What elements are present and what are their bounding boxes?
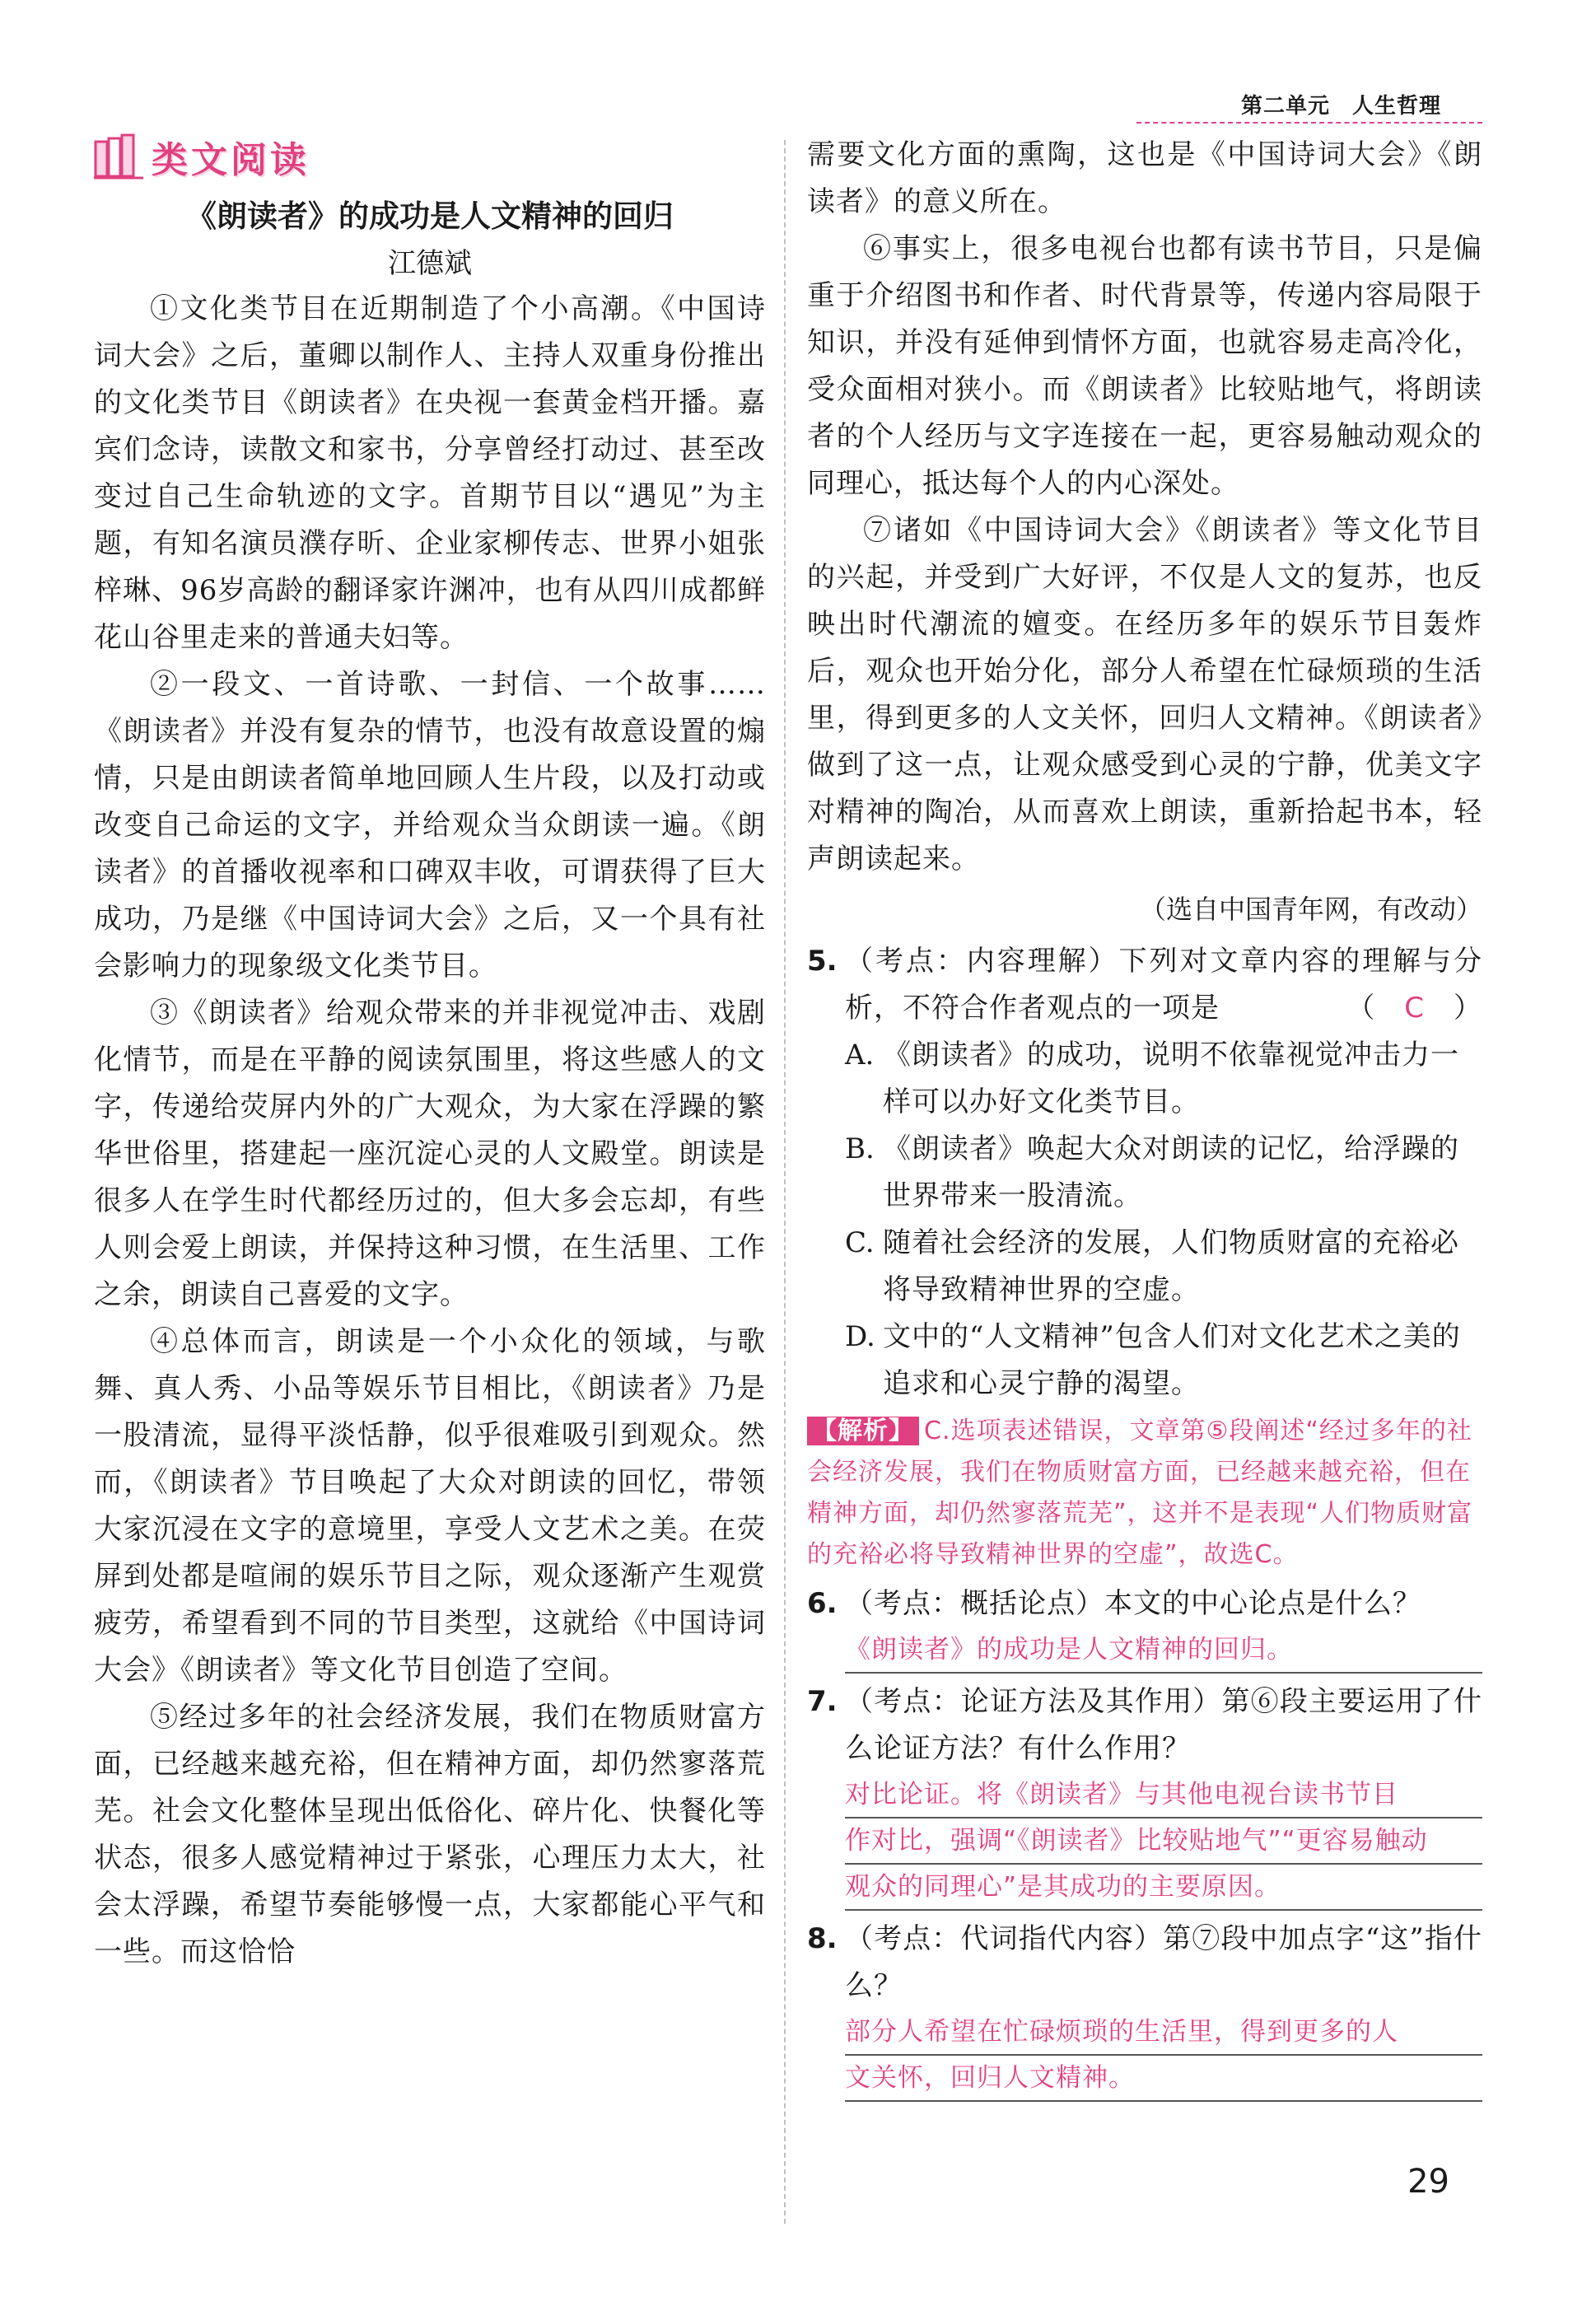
section-title: 类文阅读 [152, 139, 310, 181]
page-number: 29 [1407, 2163, 1449, 2201]
question-number: 7. [807, 1685, 838, 1718]
question-text: （考点：论证方法及其作用）第⑥段主要运用了什么论证方法？有什么作用？ [845, 1685, 1482, 1765]
question-text: （考点：代词指代内容）第⑦段中加点字“这”指什么？ [845, 1922, 1482, 2002]
question-5 [807, 938, 1482, 1576]
section-banner [94, 132, 766, 181]
analysis-text: C.选项表述错误，文章第⑤段阐述“经过多年的社会经济发展，我们在物质财富方面，已经越来越充裕，但在精神方面，却仍然寥落荒芜”，这并不是表现“人们物质财富的充裕必将导致精神世界的空虚”，故选C。 [807, 1417, 1473, 1569]
paragraph-4: ④总体而言，朗读是一个小众化的领域，与歌舞、真人秀、小品等娱乐节目相比，《朗读者》乃是一股清流，显得平淡恬静，似乎很难吸引到观众。然而，《朗读者》节目唤起了大众对朗读的回忆，带领大家沉浸在文字的意境里，享受人文艺术之美。在荧屏到处都是喧闹的娱乐节目之际，观众逐渐产生观赏疲劳，希望看到不同的节目类型，这就给《中国诗词大会》《朗读者》等文化节目创造了空间。 [94, 1325, 766, 1687]
question-number: 6. [807, 1587, 838, 1620]
question-7 [807, 1678, 1482, 1911]
answer-block [807, 1627, 1482, 1674]
option-b: B. 《朗读者》唤起大众对朗读的记忆，给浮躁的世界带来一股清流。 [845, 1132, 1459, 1212]
answer-choice: C [1404, 992, 1425, 1025]
question-number: 8. [807, 1922, 838, 1955]
paragraph-6: ⑥事实上，很多电视台也都有读书节目，只是偏重于介绍图书和作者、时代背景等，传递内容局限于知识，并没有延伸到情怀方面，也就容易走高冷化，受众面相对狭小。而《朗读者》比较贴地气，将朗读者的个人经历与文字连接在一起，更容易触动观众的同理心，抵达每个人的内心深处。 [807, 232, 1482, 500]
answer-line: 作对比，强调“《朗读者》比较贴地气”“更容易触动 [845, 1818, 1482, 1865]
question-6 [807, 1580, 1482, 1674]
answer-line: 文关怀，回归人文精神。 [845, 2056, 1482, 2102]
answer-line: 《朗读者》的成功是人文精神的回归。 [845, 1627, 1482, 1674]
analysis [807, 1411, 1482, 1576]
column-divider [784, 140, 786, 2224]
answer-block [807, 2010, 1482, 2102]
answer-bracket: （ C ） [1346, 992, 1482, 1025]
left-column [94, 132, 766, 1976]
right-column [807, 132, 1482, 2102]
paragraph-5: ⑤经过多年的社会经济发展，我们在物质财富方面，已经越来越充裕，但在精神方面，却仍然寥落荒芜。社会文化整体呈现出低俗化、碎片化、快餐化等状态，很多人感觉精神过于紧张，心理压力太大，社会太浮躁，希望节奏能够慢一点，大家都能心平气和一些。而这恰恰 [94, 1701, 766, 1968]
paragraph-5-continuation: 需要文化方面的熏陶，这也是《中国诗词大会》《朗读者》的意义所在。 [807, 138, 1482, 218]
article-author: 江德斌 [388, 247, 472, 280]
question-number: 5. [807, 945, 838, 978]
answer-line: 部分人希望在忙碌烦琐的生活里，得到更多的人 [845, 2010, 1482, 2056]
paragraph-7: ⑦诸如《中国诗词大会》《朗读者》等文化节目的兴起，并受到广大好评，不仅是人文的复苏，也反映出时代潮流的嬗变。在经历多年的娱乐节目轰炸后，观众也开始分化，部分人希望在忙碌烦琐的生活里，得到更多的人文关怀，回归人文精神。《朗读者》做到了这一点，让观众感受到心灵的宁静，优美文字对精神的陶冶，从而喜欢上朗读，重新拾起书本，轻声朗读起来。 [807, 514, 1482, 875]
answer-line: 对比论证。将《朗读者》与其他电视台读书节目 [845, 1772, 1482, 1818]
book-stack-icon [94, 133, 145, 180]
option-c: C. 随着社会经济的发展，人们物质财富的充裕必将导致精神世界的空虚。 [845, 1226, 1459, 1306]
header-divider [1136, 122, 1482, 124]
article-title: 《朗读者》的成功是人文精神的回归 [186, 198, 674, 234]
option-d: D. 文中的“人文精神”包含人们对文化艺术之美的追求和心灵宁静的渴望。 [845, 1320, 1461, 1400]
paragraph-3: ③《朗读者》给观众带来的并非视觉冲击、戏剧化情节，而是在平静的阅读氛围里，将这些感人的文字，传递给荧屏内外的广大观众，为大家在浮躁的繁华世俗里，搭建起一座沉淀心灵的人文殿堂。朗读是很多人在学生时代都经历过的，但大多会忘却，有些人则会爱上朗读，并保持这种习惯，在生活里、工作之余，朗读自己喜爱的文字。 [94, 997, 766, 1311]
question-text: （考点：概括论点）本文的中心论点是什么？ [845, 1587, 1421, 1620]
question-text: （考点：内容理解）下列对文章内容的理解与分析，不符合作者观点的一项是 [845, 945, 1482, 1025]
paragraph-2: ②一段文、一首诗歌、一封信、一个故事……《朗读者》并没有复杂的情节，也没有故意设置的煽情，只是由朗读者简单地回顾人生片段，以及打动或改变自己命运的文字，并给观众当众朗读一遍。《朗读者》的首播收视率和口碑双丰收，可谓获得了巨大成功，乃是继《中国诗词大会》之后，又一个具有社会影响力的现象级文化类节目。 [94, 668, 766, 983]
analysis-tag: 【解析】 [807, 1417, 919, 1445]
question-8 [807, 1916, 1482, 2102]
article-source: （选自中国青年网，有改动） [1139, 894, 1482, 925]
answer-line: 观众的同理心”是其成功的主要原因。 [845, 1865, 1482, 1911]
answer-block [807, 1772, 1482, 1911]
paragraph-1: ①文化类节目在近期制造了个小高潮。《中国诗词大会》之后，董卿以制作人、主持人双重身份推出的文化类节目《朗读者》在央视一套黄金档开播。嘉宾们念诗，读散文和家书，分享曾经打动过、甚至改变过自己生命轨迹的文字。首期节目以“遇见”为主题，有知名演员濮存昕、企业家柳传志、世界小姐张梓琳、96岁高龄的翻译家许渊冲，也有从四川成都鲜花山谷里走来的普通夫妇等。 [94, 292, 766, 654]
unit-header: 第二单元 人生哲理 [1240, 94, 1441, 119]
option-a: A. 《朗读者》的成功，说明不依靠视觉冲击力一样可以办好文化类节目。 [845, 1039, 1459, 1118]
